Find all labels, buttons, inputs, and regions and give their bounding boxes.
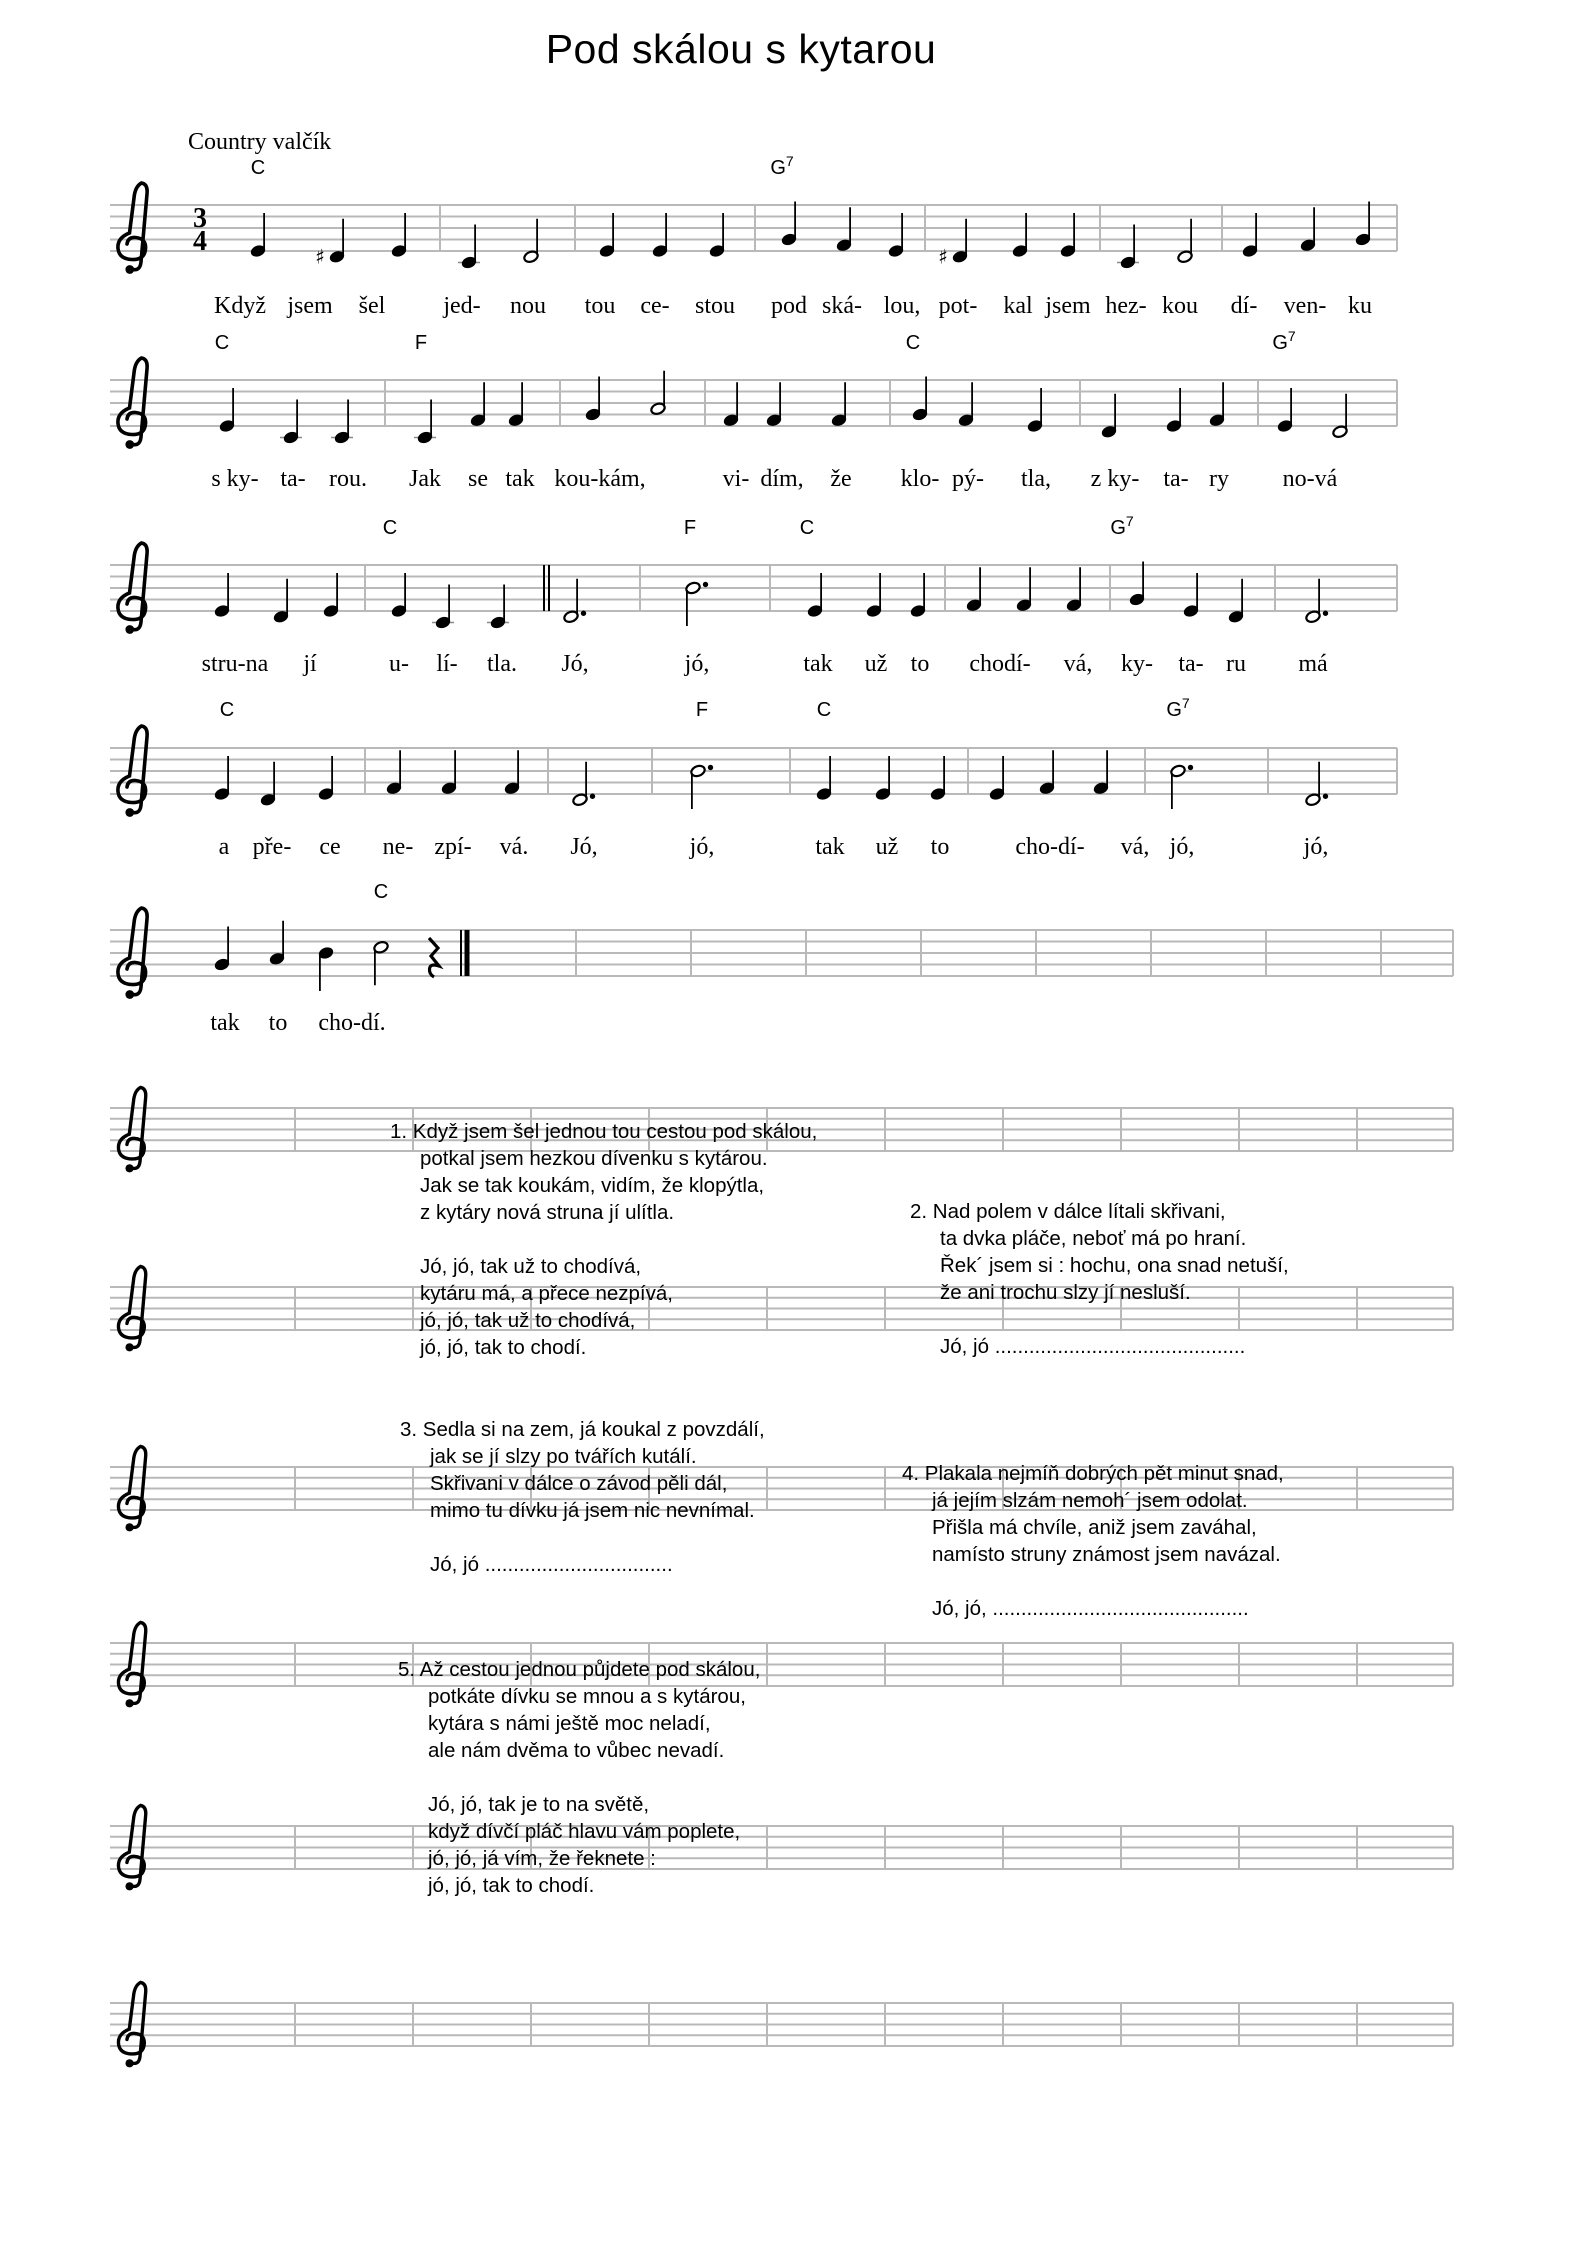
augmentation-dot [581,611,586,616]
lyric-syllable: zpí- [434,834,472,860]
lyric-syllable: tak [815,834,845,860]
lyric-syllable: pře- [252,834,292,860]
lyric-syllable: dí- [1230,293,1258,319]
chord-label [1272,328,1296,354]
chord-label [800,518,814,538]
lyric-syllable: stou [694,293,736,319]
lyric-syllable: u- [389,651,409,677]
verse-3-line: Skřivani v dálce o závod pěli dál, [430,1472,728,1495]
lyric-syllable: ta- [280,466,306,492]
chord-extension: 7 [785,153,794,169]
verse-2-line: ta dvka pláče, neboť má po hraní. [940,1227,1247,1250]
lyric-syllable: jó, [1303,834,1329,860]
lyric-syllable: jsem [1045,293,1091,319]
lyric-syllable: hez- [1105,293,1147,319]
lyric-syllable: vi- [722,466,750,492]
chord-root: C [373,881,389,903]
clef-dot [125,1699,133,1707]
lyric-syllable: vá, [1063,651,1093,677]
verse-5-line: když dívčí pláč hlavu vám poplete, [428,1820,741,1843]
chord-root: C [816,699,832,721]
verse-1-line: potkal jsem hezkou dívenku s kytárou. [420,1147,768,1170]
lyric-syllable: pý- [952,466,984,492]
verse-3-line: mimo tu dívku já jsem nic nevnímal. [430,1499,755,1522]
lyric-syllable: jó, [689,834,715,860]
verse-5-line: Jó, jó, tak je to na světě, [428,1793,650,1816]
tempo-marking: Country valčík [188,129,332,155]
chord-extension: 7 [1287,328,1296,344]
chord-label [770,153,794,179]
verse-4-line: 4. Plakala nejmíň dobrých pět minut snad, [902,1462,1284,1485]
clef-curve [118,1266,145,1347]
lyric-syllable: kou [1162,293,1198,319]
chord-root: F [414,332,428,354]
chord-label [215,333,229,353]
chord-root: G [1272,332,1288,354]
verse-2-line: 2. Nad polem v dálce lítali skřivani, [910,1200,1226,1223]
lyric-syllable: vá. [499,834,529,860]
clef-dot [125,2059,133,2067]
lyric-syllable: a [218,834,230,860]
verse-1-line: z kytáry nová struna jí ulítla. [420,1201,675,1224]
lyric-syllable: s ky- [211,466,259,492]
chord-root: C [214,332,230,354]
lyric-syllable: tak [505,466,535,492]
lyric-syllable: tak [803,651,833,677]
song-title: Pod skálou s kytarou [545,26,937,72]
lyric-syllable: lou, [883,293,921,319]
lyric-syllable: chodí- [969,651,1031,677]
lyric-syllable: jí [303,651,317,677]
clef-dot [125,1164,133,1172]
lyric-syllable: dím, [760,466,804,492]
verse-5-line: 5. Až cestou jednou půjdete pod skálou, [398,1658,761,1681]
lyric-syllable: jed- [443,293,481,319]
lyric-syllable: ky- [1121,651,1153,677]
lyric-syllable: tak [210,1010,240,1036]
augmentation-dot [703,582,708,587]
clef-curve [118,1622,145,1703]
lyric-syllable: ry [1209,466,1229,492]
chord-root: C [382,517,398,539]
lyric-syllable: jó, [684,651,710,677]
lyric-syllable: tla. [487,651,517,677]
clef-curve [118,1087,145,1168]
lyric-syllable: kou-kám, [554,466,646,492]
chord-label [906,333,920,353]
clef-curve [118,183,147,270]
clef-dot [125,990,134,999]
augmentation-dot [1188,765,1193,770]
chord-root: C [799,517,815,539]
lyric-syllable: už [864,651,888,677]
chord-label [415,333,427,353]
lyric-syllable: lí- [436,651,458,677]
clef-dot [125,625,134,634]
lyric-syllable: ta- [1178,651,1204,677]
clef-curve [118,1446,145,1527]
verse-1-line: Jó, jó, tak už to chodívá, [420,1255,642,1278]
verse-5-line: jó, jó, tak to chodí. [428,1874,595,1897]
lyric-syllable: tla, [1021,466,1051,492]
augmentation-dot [1323,794,1328,799]
lyric-syllable: ven- [1283,293,1327,319]
time-signature-lower: 4 [193,226,207,257]
lyric-syllable: ská- [822,293,862,319]
clef-dot [125,1523,133,1531]
chord-label [220,700,234,720]
chord-root: G [1166,699,1182,721]
chord-root: C [219,699,235,721]
chord-label [1110,513,1134,539]
clef-curve [118,908,147,995]
lyric-syllable: ru [1226,651,1246,677]
clef-dot [125,808,134,817]
chord-root: C [250,157,266,179]
lyric-syllable: ce [319,834,341,860]
lyric-syllable: cho-dí- [1015,834,1085,860]
lyric-syllable: nou [510,293,546,319]
chord-label [696,700,708,720]
lyric-syllable: Jó, [570,834,598,860]
lyric-syllable: šel [358,293,386,319]
lyric-syllable: pot- [938,293,978,319]
lyric-syllable: z ky- [1090,466,1140,492]
lyric-syllable: má [1298,651,1328,677]
verse-4-line: namísto struny známost jsem navázal. [932,1543,1281,1566]
chord-label [374,882,388,902]
lyric-syllable: klo- [900,466,940,492]
lyric-syllable: ne- [382,834,414,860]
chord-label [817,700,831,720]
chord-label [251,158,265,178]
chord-label [383,518,397,538]
verse-3-line: 3. Sedla si na zem, já koukal z povzdálí, [400,1418,765,1441]
lyric-syllable: to [268,1010,288,1036]
verse-1-line: 1. Když jsem šel jednou tou cestou pod skálou, [390,1120,818,1143]
chord-extension: 7 [1181,695,1190,711]
clef-curve [118,1982,145,2063]
lyric-syllable: ta- [1163,466,1189,492]
verse-3-line: jak se jí slzy po tvářích kutálí. [430,1445,697,1468]
time-signature-upper: 3 [193,203,207,234]
chord-root: F [683,517,697,539]
quarter-rest-icon [429,938,439,977]
lyric-syllable: jsem [287,293,333,319]
lyric-syllable: že [830,466,852,492]
verse-1-line: kytáru má, a přece nezpívá, [420,1282,673,1305]
augmentation-dot [590,794,595,799]
verse-5-line: ale nám dvěma to vůbec nevadí. [428,1739,725,1762]
lyric-syllable: vá, [1120,834,1150,860]
chord-label [1166,695,1190,721]
lyric-syllable: pod [771,293,807,319]
verse-2-line: že ani trochu slzy jí nesluší. [940,1281,1191,1304]
verse-1-line: jó, jó, tak už to chodívá, [420,1309,636,1332]
lyric-syllable: rou. [329,466,367,492]
lyric-syllable: kal [1003,293,1033,319]
clef-dot [125,1882,133,1890]
verse-5-line: potkáte dívku se mnou a s kytárou, [428,1685,746,1708]
sharp-icon: ♯ [315,244,325,269]
clef-curve [118,358,147,445]
lyric-syllable: ku [1348,293,1372,319]
chord-root: G [1110,517,1126,539]
clef-dot [125,1343,133,1351]
chord-label [684,518,696,538]
verse-2-line: Jó, jó ............................................ [940,1335,1246,1358]
sharp-icon: ♯ [938,244,948,269]
verse-5-line: kytára s námi ještě moc neladí, [428,1712,711,1735]
clef-curve [118,1805,145,1886]
lyric-syllable: Jak [409,466,441,492]
verse-5-line: jó, jó, já vím, že řeknete : [428,1847,656,1870]
augmentation-dot [1323,611,1328,616]
verse-4-line: Jó, jó, ............................................. [932,1597,1249,1620]
verse-3-line: Jó, jó ................................. [430,1553,673,1576]
lyric-syllable: no-vá [1282,466,1338,492]
lyric-syllable: jó, [1169,834,1195,860]
lyric-syllable: se [468,466,488,492]
clef-curve [118,543,147,630]
lyric-syllable: Jó, [561,651,589,677]
lyric-syllable: už [875,834,899,860]
lyric-syllable: tou [584,293,616,319]
chord-root: C [905,332,921,354]
lyric-syllable: stru-na [201,651,269,677]
verse-1-line: Jak se tak koukám, vidím, že klopýtla, [420,1174,765,1197]
chord-root: F [695,699,709,721]
lyric-syllable: to [910,651,930,677]
verse-1-line: jó, jó, tak to chodí. [420,1336,587,1359]
verse-4-line: já jejím slzám nemoh´ jsem odolat. [932,1489,1248,1512]
chord-root: G [770,157,786,179]
lyric-syllable: to [930,834,950,860]
verse-4-line: Přišla má chvíle, aniž jsem zaváhal, [932,1516,1257,1539]
clef-dot [125,265,134,274]
lyric-syllable: Když [214,293,266,319]
clef-curve [118,726,147,813]
lyric-syllable: cho-dí. [318,1010,386,1036]
clef-dot [125,440,134,449]
verse-2-line: Řek´ jsem si : hochu, ona snad netuší, [940,1254,1289,1277]
rest-glyph [429,938,439,977]
chord-extension: 7 [1125,513,1134,529]
lyric-syllable: ce- [640,293,670,319]
augmentation-dot [708,765,713,770]
